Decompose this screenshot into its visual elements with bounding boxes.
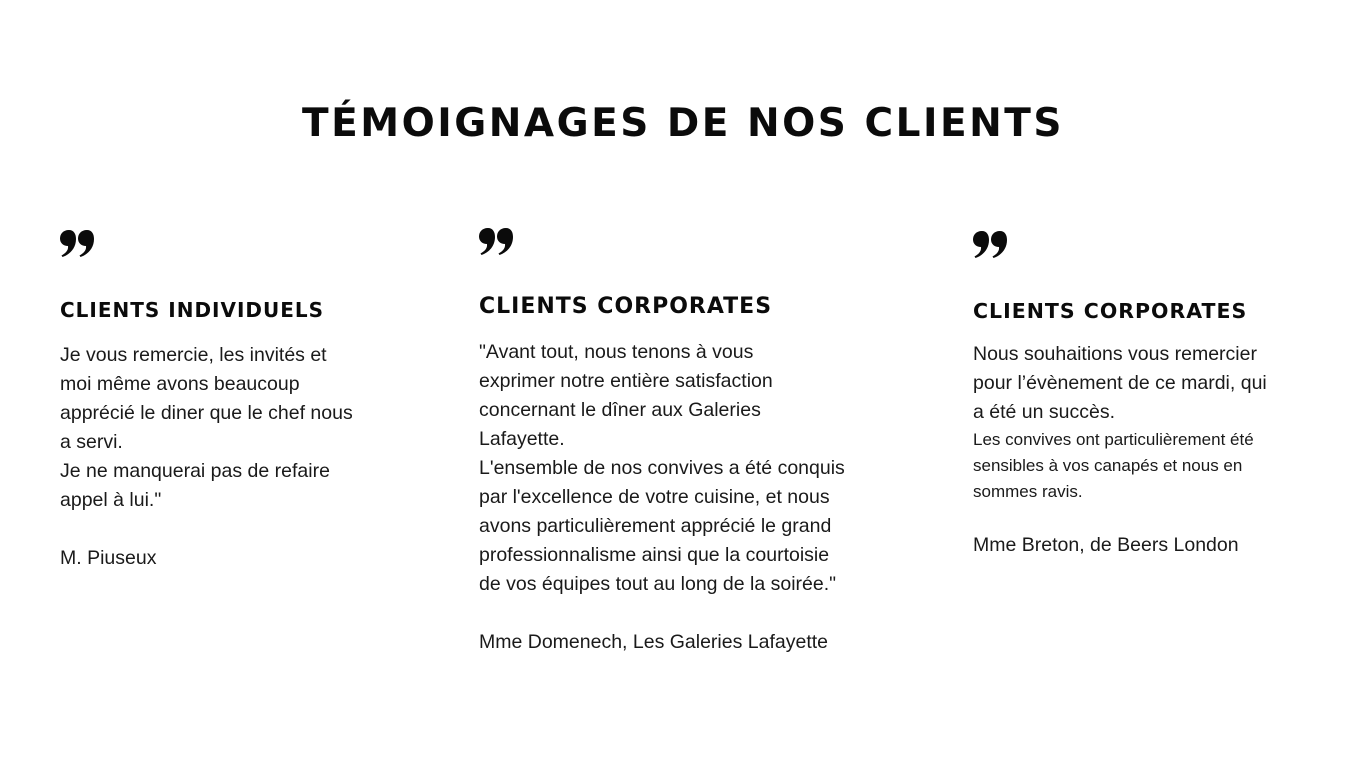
testimonial-text: "Avant tout, nous tenons à vous exprimer notre entière satisfaction concernant le dîner aux Galeries Lafayette. L'ensemble de nos convives a été conquis par l'excellence de votre cuisine, et nous avons particulièrement apprécié le grand professionnalisme ainsi que la courtoisie de vos équipes tout au long de la soirée." xyxy=(479,341,845,595)
card-heading: CLIENTS CORPORATES xyxy=(973,299,1248,323)
card-heading: CLIENTS INDIVIDUELS xyxy=(60,298,325,322)
quote-icon xyxy=(973,229,1011,259)
card-heading: CLIENTS CORPORATES xyxy=(479,294,773,319)
testimonial-text: Nous souhaitions vous remercier pour l’évènement de ce mardi, qui a été un succès. xyxy=(973,343,1267,423)
testimonial-card-corporates-debeers xyxy=(973,229,1343,560)
testimonial-text-secondary: Les convives ont particulièrement été sensibles à vos canapés et nous en sommes ravis. xyxy=(973,430,1254,501)
page-title: TÉMOIGNAGES DE NOS CLIENTS xyxy=(302,101,1064,146)
testimonial-card-corporates-lafayette xyxy=(479,226,899,657)
quote-icon xyxy=(479,226,517,256)
testimonial-text: Je vous remercie, les invités et moi même avons beaucoup apprécié le diner que le chef nous a servi. Je ne manquerai pas de refaire appel à lui." xyxy=(60,344,353,511)
testimonial-author: M. Piuseux xyxy=(60,547,157,569)
quote-icon xyxy=(60,228,98,258)
testimonial-card-individuels xyxy=(60,228,410,573)
testimonial-author: Mme Domenech, Les Galeries Lafayette xyxy=(479,631,829,653)
testimonial-author: Mme Breton, de Beers London xyxy=(973,534,1239,556)
